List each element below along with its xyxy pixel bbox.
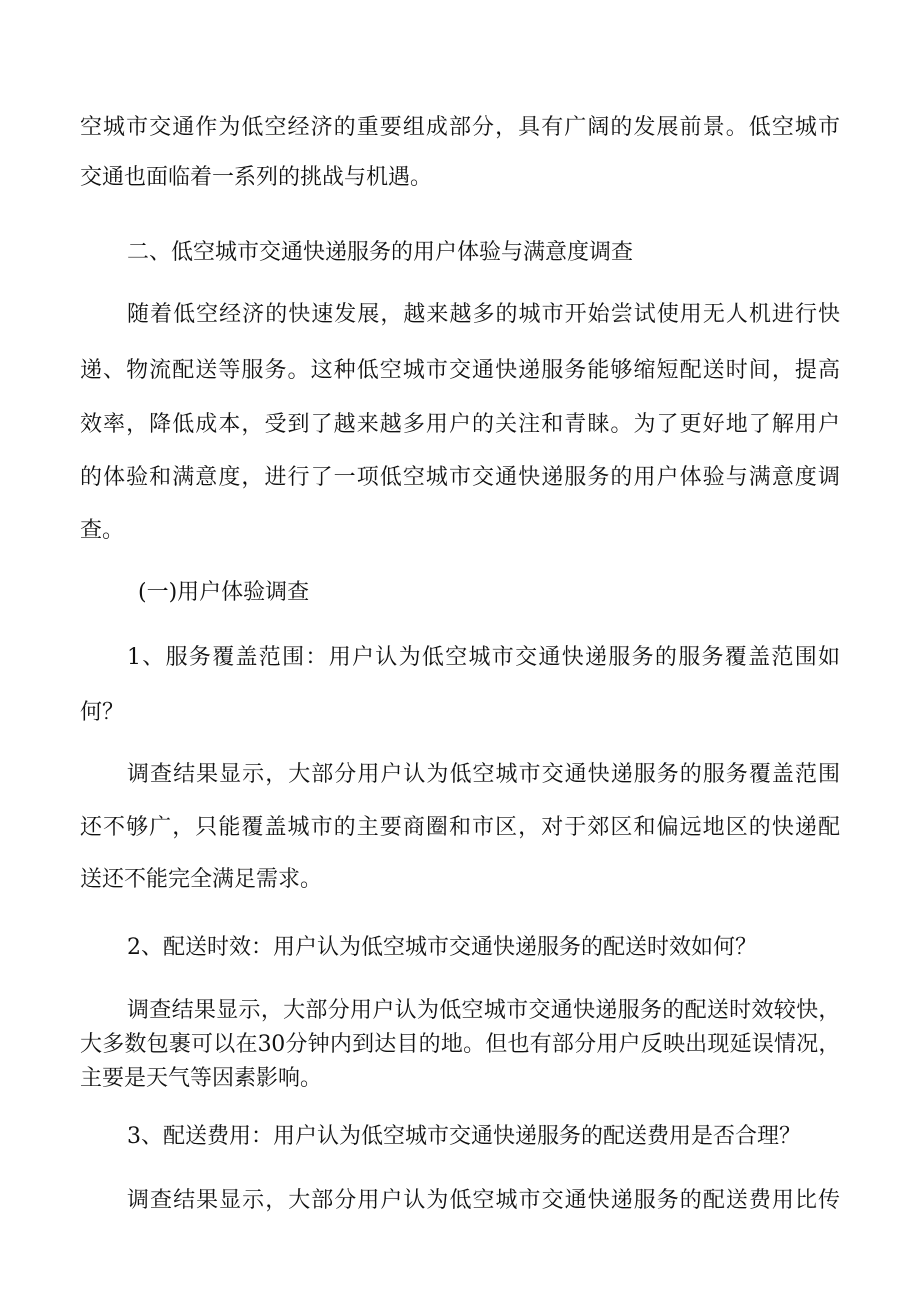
paragraph-line: 交通也面临着一系列的挑战与机遇。 — [80, 165, 433, 190]
question-line: 1、服务覆盖范围：用户认为低空城市交通快递服务的服务覆盖范围如 — [127, 645, 840, 670]
question-line: 2、配送时效：用户认为低空城市交通快递服务的配送时效如何？ — [127, 935, 757, 960]
question-line: 3、配送费用：用户认为低空城市交通快递服务的配送费用是否合理？ — [127, 1124, 801, 1149]
paragraph-line: 空城市交通作为低空经济的重要组成部分，具有广阔的发展前景。低空城市 — [80, 115, 840, 140]
answer-line: 大多数包裹可以在30分钟内到达目的地。但也有部分用户反映出现延误情况， — [80, 1032, 840, 1057]
question-line: 何？ — [80, 700, 125, 725]
paragraph-line: 的体验和满意度，进行了一项低空城市交通快递服务的用户体验与满意度调 — [80, 465, 840, 490]
section-heading: 二、低空城市交通快递服务的用户体验与满意度调查 — [127, 240, 634, 265]
subsection-heading: (一)用户体验调查 — [138, 580, 310, 605]
paragraph-line: 递、物流配送等服务。这种低空城市交通快递服务能够缩短配送时间，提高 — [80, 358, 840, 383]
answer-line: 送还不能完全满足需求。 — [80, 867, 323, 892]
answer-line: 调查结果显示，大部分用户认为低空城市交通快递服务的配送时效较快， — [127, 998, 840, 1023]
answer-line: 还不够广，只能覆盖城市的主要商圈和市区，对于郊区和偏远地区的快递配 — [80, 815, 840, 840]
paragraph-line: 随着低空经济的快速发展，越来越多的城市开始尝试使用无人机进行快 — [127, 302, 840, 327]
answer-line: 主要是天气等因素影响。 — [80, 1066, 323, 1091]
answer-line: 调查结果显示，大部分用户认为低空城市交通快递服务的配送费用比传 — [127, 1188, 840, 1213]
answer-line: 调查结果显示，大部分用户认为低空城市交通快递服务的服务覆盖范围 — [127, 762, 840, 787]
paragraph-line: 效率，降低成本，受到了越来越多用户的关注和青睐。为了更好地了解用户 — [80, 412, 840, 437]
paragraph-line: 查。 — [80, 518, 125, 543]
